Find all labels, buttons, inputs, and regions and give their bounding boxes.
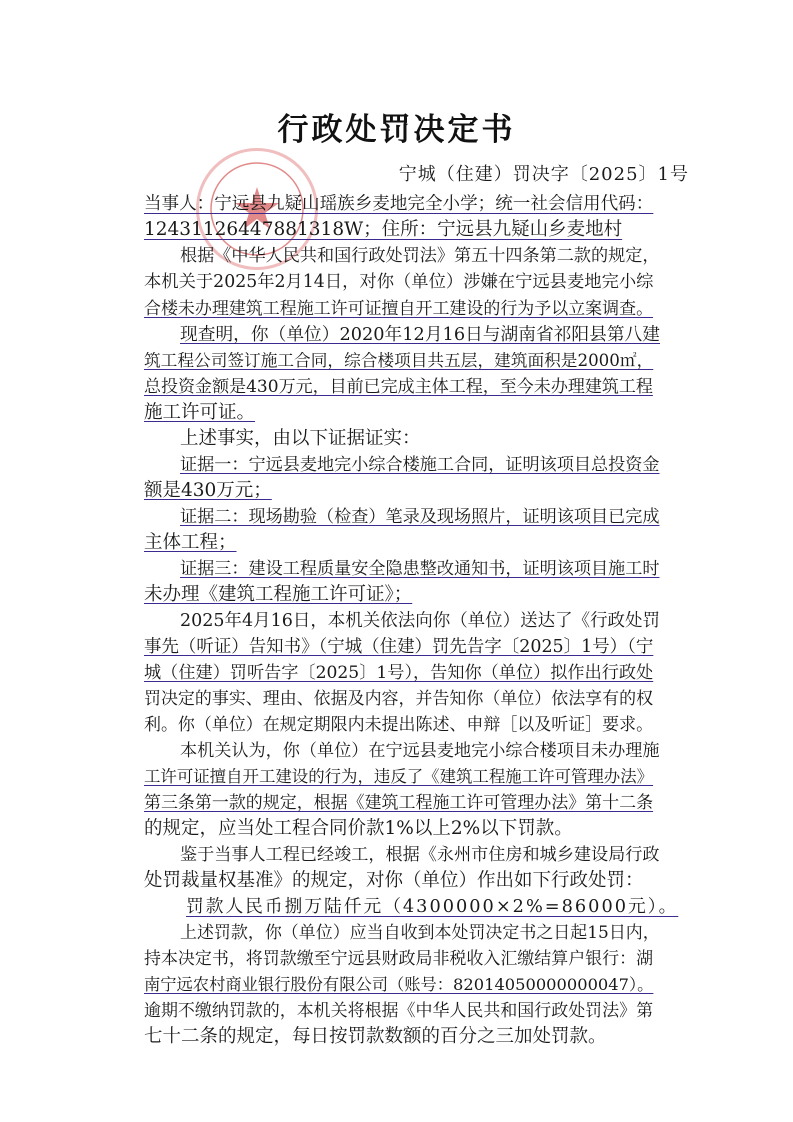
body-line: 处罚裁量权基准》的规定，对你（单位）作出如下行政处罚： (144, 870, 644, 891)
body-line: 根据《中华人民共和国行政处罚法》第五十四条第二款的规定， (180, 246, 660, 266)
penalty-amount: 罚款人民币捌万陆仟元（4300000×2%=86000元）。 (186, 897, 679, 917)
evidence-line: 未办理《建筑工程施工许可证》； (144, 584, 413, 605)
evidence-line: 证据一：宁远县麦地完小综合楼施工合同，证明该项目总投资金 (180, 455, 660, 475)
document-title: 行政处罚决定书 (277, 112, 516, 148)
body-line: 2025年4月16日，本机关依法向你（单位）送达了《行政处罚 (180, 611, 661, 631)
evidence-line: 主体工程； (144, 532, 237, 553)
evidence-line: 额是430万元； (144, 480, 272, 501)
body-line: 施工许可证。 (144, 402, 256, 423)
body-line: 第三条第一款的规定，根据《建筑工程施工许可管理办法》第十二条 (144, 793, 654, 813)
body-line: 本机关于2025年2月14日，对你（单位）涉嫌在宁远县麦地完小综 (144, 272, 654, 292)
evidence-line: 证据三：建设工程质量安全隐患整改通知书，证明该项目施工时 (180, 559, 660, 579)
body-line: 罚决定的事实、理由、依据及内容，并告知你（单位）依法享有的权 (144, 689, 654, 709)
body-line: 本机关认为，你（单位）在宁远县麦地完小综合楼项目未办理施 (180, 741, 660, 761)
document-number: 宁城（住建）罚决字〔2025〕1号 (398, 164, 689, 185)
body-line: 上述事实，由以下证据证实： (180, 428, 421, 449)
evidence-line: 证据二：现场勘验（检查）笔录及现场照片，证明该项目已完成 (180, 507, 660, 527)
body-line: 持本决定书，将罚款缴至宁远县财政局非税收入汇缴结算户银行：湖 (144, 949, 654, 969)
credit-code-line: 12431126447881318W；住所：宁远县九疑山乡麦地村 (144, 219, 623, 240)
body-line: 逾期不缴纳罚款的，本机关将根据《中华人民共和国行政处罚法》第 (144, 1001, 654, 1021)
party-line: 当事人：宁远县九疑山瑶族乡麦地完全小学；统一社会信用代码： (144, 194, 654, 214)
body-line: 现查明，你（单位）2020年12月16日与湖南省祁阳县第八建 (180, 325, 660, 345)
body-line: 上述罚款，你（单位）应当自收到本处罚决定书之日起15日内， (180, 923, 660, 943)
body-line: 合楼未办理建筑工程施工许可证擅自开工建设的行为予以立案调查。 (144, 299, 654, 319)
body-line: 的规定，应当处工程合同价款1%以上2%以下罚款。 (144, 818, 573, 839)
body-line: 事先（听证）告知书》（宁城（住建）罚先告字〔2025〕1号）（宁 (144, 637, 654, 657)
body-line: 总投资金额是430万元，目前已完成主体工程，至今未办理建筑工程 (144, 377, 653, 397)
body-line: 七十二条的规定，每日按罚款数额的百分之三加处罚款。 (144, 1026, 607, 1047)
body-line: 工许可证擅自开工建设的行为，违反了《建筑工程施工许可管理办法》 (144, 767, 654, 786)
bank-account-line: 南宁远农村商业银行股份有限公司（账号：82014050000000047）。 (144, 975, 654, 994)
body-line: 城（住建）罚听告字〔2025〕1号），告知你（单位）拟作出行政处 (144, 663, 654, 683)
body-line: 利。你（单位）在规定期限内未提出陈述、申辩［以及听证］要求。 (144, 715, 654, 735)
body-line: 筑工程公司签订施工合同，综合楼项目共五层，建筑面积是2000㎡， (144, 351, 654, 370)
body-line: 鉴于当事人工程已经竣工，根据《永州市住房和城乡建设局行政 (180, 845, 660, 865)
